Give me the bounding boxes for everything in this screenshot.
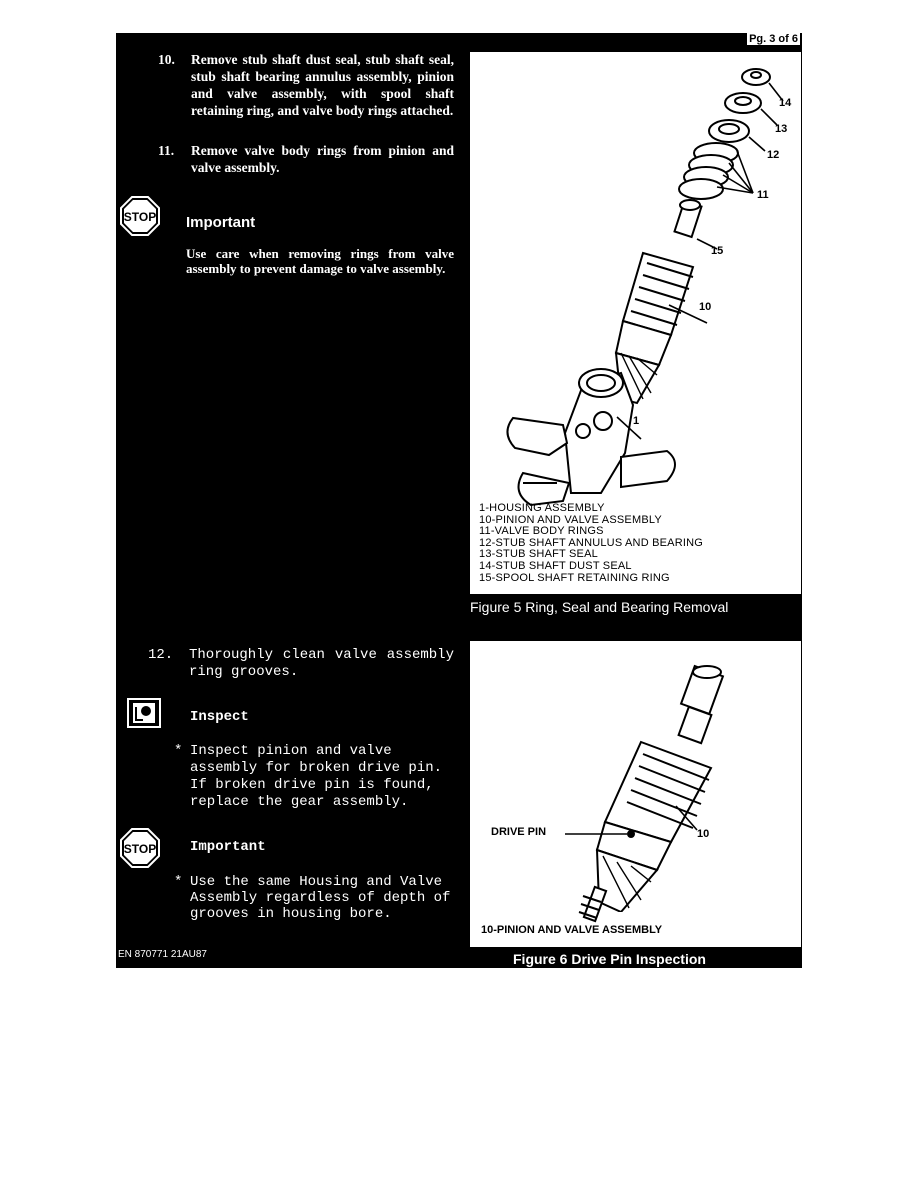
- stop-sign-text: STOP: [123, 210, 157, 224]
- legend-item: 15-SPOOL SHAFT RETAINING RING: [479, 571, 670, 584]
- legend-item: 1-HOUSING ASSEMBLY: [479, 502, 605, 514]
- callout-10: 10: [697, 828, 710, 840]
- callout-15: 15: [711, 245, 724, 257]
- page-number: Pg. 3 of 6: [749, 33, 798, 45]
- callout-14: 14: [779, 97, 792, 109]
- important-bullet: *: [174, 874, 183, 890]
- legend-item: 14-STUB SHAFT DUST SEAL: [479, 559, 632, 572]
- important-heading: Important: [186, 214, 256, 231]
- important-text-2: Use the same Housing and Valve Assembly regardless of depth of grooves in housing bore.: [190, 874, 451, 922]
- callout-1: 1: [633, 415, 640, 427]
- stop-sign-icon: [120, 196, 160, 236]
- callout-12: 12: [767, 149, 780, 161]
- legend-item: 11-VALVE BODY RINGS: [479, 525, 604, 538]
- figure-5-box: [470, 52, 801, 594]
- legend-item: 13-STUB SHAFT SEAL: [479, 548, 598, 561]
- callout-11: 11: [757, 189, 769, 201]
- inspect-heading: Inspect: [190, 709, 249, 725]
- step-text: Remove valve body rings from pinion and valve assembly.: [191, 143, 454, 175]
- step-number: 10.: [158, 52, 175, 67]
- inspect-bullet: *: [174, 743, 183, 759]
- legend-item: 12-STUB SHAFT ANNULUS AND BEARING: [479, 536, 704, 549]
- figure-6-caption: Figure 6 Drive Pin Inspection: [513, 951, 706, 967]
- footer-code: EN 870771 21AU87: [118, 949, 207, 960]
- figure-5-legend: [479, 503, 703, 584]
- step-number: 11.: [158, 143, 175, 158]
- stop-sign-text: STOP: [123, 842, 157, 856]
- inspect-icon: [127, 698, 161, 728]
- stop-sign-icon: [120, 828, 160, 868]
- step-number: 12.: [148, 647, 174, 663]
- figure-5-caption: Figure 5 Ring, Seal and Bearing Removal: [470, 599, 729, 615]
- step-text: Thoroughly clean valve assembly ring grooves.: [189, 647, 454, 680]
- drive-pin-label: DRIVE PIN: [491, 826, 547, 838]
- legend-item: 10-PINION AND VALVE ASSEMBLY: [479, 513, 662, 526]
- figure-6-drawing: [471, 642, 800, 912]
- important-heading-2: Important: [190, 839, 266, 855]
- figure-6-box: [470, 641, 801, 947]
- callout-13: 13: [775, 123, 788, 135]
- figure-6-legend: 10-PINION AND VALVE ASSEMBLY: [481, 924, 663, 936]
- important-text: Use care when removing rings from valve assembly to prevent damage to valve assembly.: [186, 246, 454, 276]
- manual-page: [116, 33, 802, 968]
- step-text: Remove stub shaft dust seal, stub shaft seal, stub shaft bearing annulus assembly, pinion and valve assembly, with spool shaft retaining ring, and valve body rings attached.: [191, 52, 454, 118]
- figure-5-drawing: [471, 53, 800, 523]
- callout-10: 10: [699, 301, 712, 313]
- inspect-text: Inspect pinion and valve assembly for broken drive pin. If broken drive pin is found, replace the gear assembly.: [190, 743, 443, 810]
